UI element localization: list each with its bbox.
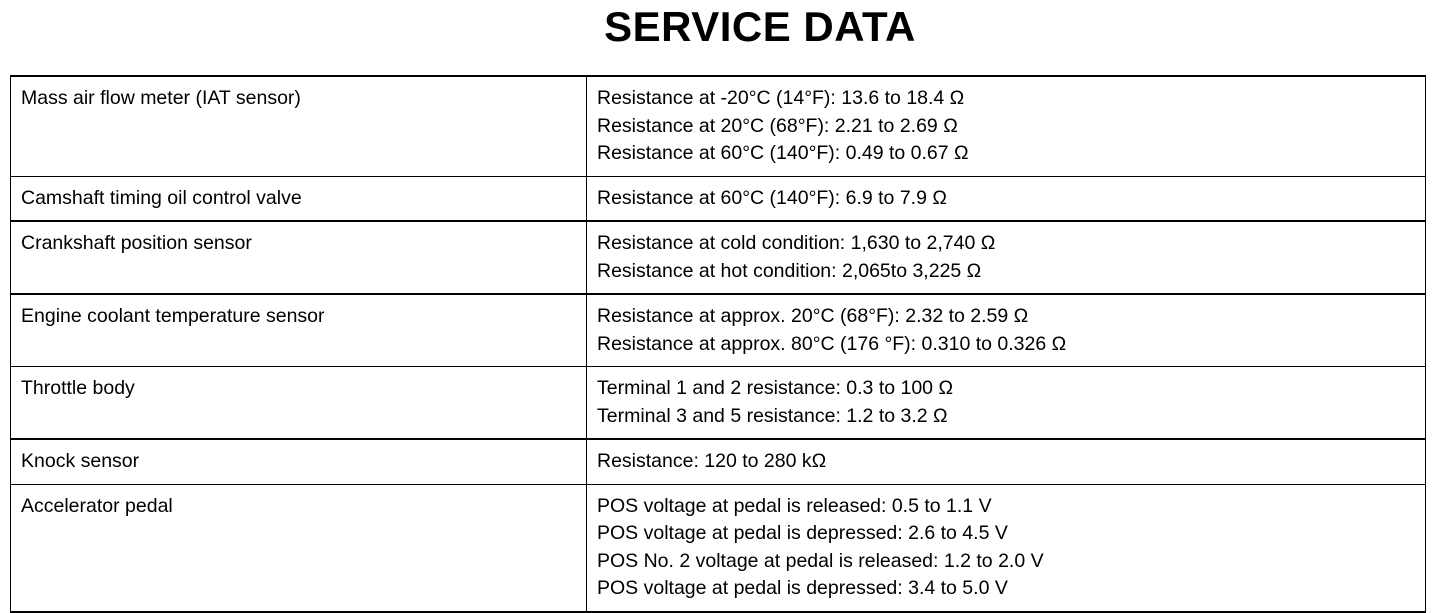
spec-cell xyxy=(587,439,1426,484)
spec-line: Resistance: 120 to 280 kΩ xyxy=(597,450,827,472)
spec-line: Resistance at hot condition: 2,065to 3,225 Ω xyxy=(597,259,982,282)
spec-line: POS voltage at pedal is depressed: 3.4 to 5.0 V xyxy=(597,577,1008,599)
component-cell: Mass air flow meter (IAT sensor) xyxy=(11,76,587,176)
spec-line: Terminal 3 and 5 resistance: 1.2 to 3.2 Ω xyxy=(597,404,948,427)
component-cell: Accelerator pedal xyxy=(11,484,587,612)
component-cell: Knock sensor xyxy=(11,439,587,484)
spec-line: POS voltage at pedal is released: 0.5 to 1.1 V xyxy=(597,494,992,517)
spec-cell xyxy=(587,367,1426,440)
spec-line: POS No. 2 voltage at pedal is released: 1.2 to 2.0 V xyxy=(597,549,1044,572)
component-cell: Throttle body xyxy=(11,367,587,440)
table-row xyxy=(11,176,1426,221)
component-cell: Crankshaft position sensor xyxy=(11,221,587,294)
spec-line: Resistance at approx. 20°C (68°F): 2.32 to 2.59 Ω xyxy=(597,305,1029,327)
table-row xyxy=(11,76,1426,176)
spec-cell xyxy=(587,76,1426,176)
spec-line: Resistance at 60°C (140°F): 6.9 to 7.9 Ω xyxy=(597,186,947,209)
spec-line: Resistance at 20°C (68°F): 2.21 to 2.69 Ω xyxy=(597,114,958,137)
spec-cell xyxy=(587,176,1426,221)
spec-line: Resistance at 60°C (140°F): 0.49 to 0.67 Ω xyxy=(597,142,969,164)
spec-line: POS voltage at pedal is depressed: 2.6 to 4.5 V xyxy=(597,522,1008,544)
service-data-table xyxy=(10,75,1426,613)
spec-line: Resistance at -20°C (14°F): 13.6 to 18.4 Ω xyxy=(597,87,965,109)
spec-cell xyxy=(587,294,1426,367)
spec-line: Resistance at cold condition: 1,630 to 2,740 Ω xyxy=(597,232,996,254)
table-row xyxy=(11,367,1426,440)
spec-cell xyxy=(587,221,1426,294)
spec-cell xyxy=(587,484,1426,612)
table-row xyxy=(11,294,1426,367)
table-row xyxy=(11,221,1426,294)
table-row xyxy=(11,484,1426,612)
table-row xyxy=(11,439,1426,484)
spec-line: Resistance at approx. 80°C (176 °F): 0.310 to 0.326 Ω xyxy=(597,332,1067,355)
component-cell: Engine coolant temperature sensor xyxy=(11,294,587,367)
spec-line: Terminal 1 and 2 resistance: 0.3 to 100 Ω xyxy=(597,377,954,399)
page-title: SERVICE DATA xyxy=(604,3,916,50)
component-cell: Camshaft timing oil control valve xyxy=(11,176,587,221)
